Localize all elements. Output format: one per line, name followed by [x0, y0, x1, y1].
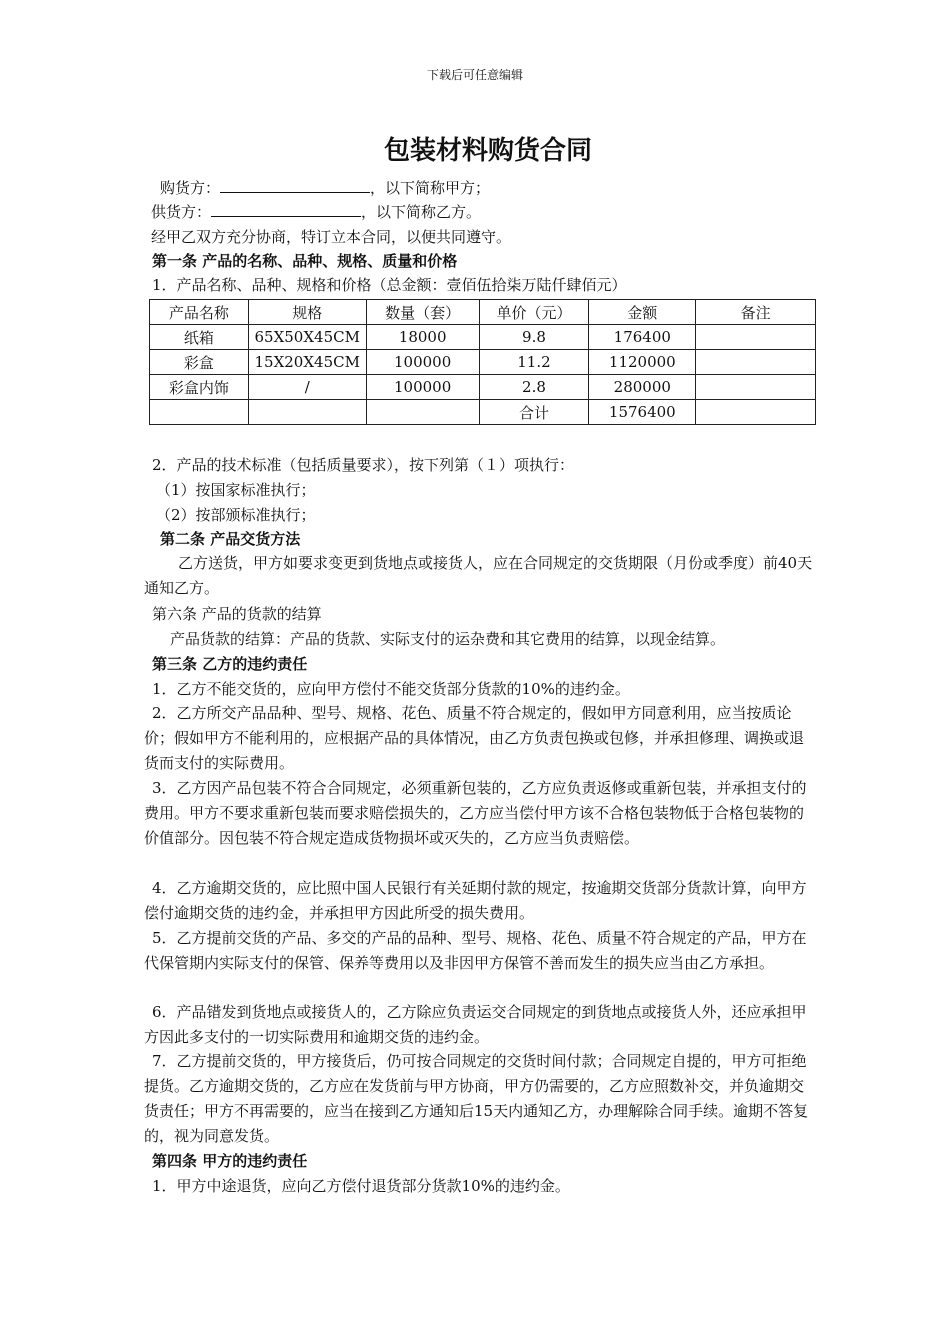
table-cell: 11.2 — [479, 350, 589, 375]
table-cell: 15X20X45CM — [248, 350, 366, 375]
table-header-cell: 金额 — [589, 300, 696, 325]
table-cell: 纸箱 — [150, 325, 249, 350]
table-cell: 合计 — [479, 400, 589, 425]
article3-item: 4．乙方逾期交货的，应比照中国人民银行有关延期付款的规定，按逾期交货部分货款计算，向甲方偿付逾期交货的违约金，并承担甲方因此所受的损失费用。 — [144, 879, 807, 922]
table-cell: 176400 — [589, 325, 696, 350]
article2-heading: 第二条 产品交货方法 — [160, 530, 301, 548]
table-cell: 100000 — [366, 375, 479, 400]
table-header-cell: 数量（套） — [366, 300, 479, 325]
buyer-line — [160, 176, 490, 200]
table-row — [150, 325, 816, 350]
table-cell: 彩盒内饰 — [150, 375, 249, 400]
table-cell — [366, 400, 479, 425]
article1-item2: 2．产品的技术标准（包括质量要求），按下列第（１）项执行： — [152, 456, 575, 474]
table-cell — [248, 400, 366, 425]
table-header-cell: 备注 — [696, 300, 816, 325]
article3-item: 7．乙方提前交货的，甲方接货后，仍可按合同规定的交货时间付款；合同规定自提的，甲方可拒绝提货。乙方逾期交货的，乙方应在发货前与甲方协商，甲方仍需要的，乙方应照数补交，并负逾期交货责任；甲方不再需要的，应当在接到乙方通知后15天内通知乙方，办理解除合同手续。逾期不答复的，视为同意发货。 — [144, 1052, 809, 1145]
table-cell — [150, 400, 249, 425]
table-cell: 65X50X45CM — [248, 325, 366, 350]
buyer-suffix: ，以下简称甲方； — [370, 179, 491, 197]
table-cell — [696, 325, 816, 350]
table-cell: 280000 — [589, 375, 696, 400]
article4-item: 1．甲方中途退货，应向乙方偿付退货部分货款10%的违约金。 — [152, 1177, 570, 1195]
table-cell: 1576400 — [589, 400, 696, 425]
supplier-blank[interactable] — [211, 202, 361, 217]
header-note: 下载后可任意编辑 — [426, 68, 523, 82]
standard-option-1: （1）按国家标准执行； — [156, 481, 316, 499]
article2-body: 乙方送货，甲方如要求变更到货地点或接货人，应在合同规定的交货期限（月份或季度）前40天通知乙方。 — [144, 554, 813, 597]
article6-body: 产品货款的结算：产品的货款、实际支付的运杂费和其它费用的结算，以现金结算。 — [170, 630, 726, 648]
table-cell: 100000 — [366, 350, 479, 375]
table-cell: 彩盒 — [150, 350, 249, 375]
page-title: 包装材料购货合同 — [383, 136, 592, 166]
article1-item1: 1．产品名称、品种、规格和价格（总金额：壹佰伍拾柒万陆仟肆佰元） — [152, 276, 627, 294]
table-row — [150, 350, 816, 375]
table-header-cell: 规格 — [248, 300, 366, 325]
buyer-blank[interactable] — [220, 178, 370, 193]
table-cell: 18000 — [366, 325, 479, 350]
table-header-row — [150, 300, 816, 325]
standard-option-2: （2）按部颁标准执行； — [156, 506, 316, 524]
article4-heading: 第四条 甲方的违约责任 — [152, 1152, 308, 1170]
article1-heading: 第一条 产品的名称、品种、规格、质量和价格 — [152, 252, 458, 270]
table-header-cell: 单价（元） — [479, 300, 589, 325]
table-cell: 2.8 — [479, 375, 589, 400]
article3-item: 3．乙方因产品包装不符合合同规定，必须重新包装的，乙方应负责返修或重新包装，并承担支付的费用。甲方不要求重新包装而要求赔偿损失的，乙方应当偿付甲方该不合格包装物低于合格包装物的价值部分。因包装不符合规定造成货物损坏或灭失的，乙方应当负责赔偿。 — [144, 779, 807, 847]
table-cell — [696, 400, 816, 425]
article3-heading: 第三条 乙方的违约责任 — [152, 655, 308, 673]
table-cell — [696, 375, 816, 400]
article3-item: 2．乙方所交产品品种、型号、规格、花色、质量不符合规定的，假如甲方同意利用，应当按质论价；假如甲方不能利用的，应根据产品的具体情况，由乙方负责包换或包修，并承担修理、调换或退货而支付的实际费用。 — [144, 704, 805, 772]
article6-heading: 第六条 产品的货款的结算 — [152, 605, 322, 623]
article3-item: 6．产品错发到货地点或接货人的，乙方除应负责运交合同规定的到货地点或接货人外，还应承担甲方因此多支付的一切实际费用和逾期交货的违约金。 — [144, 1003, 807, 1046]
table-total-row — [150, 400, 816, 425]
table-cell: / — [248, 375, 366, 400]
table-cell — [696, 350, 816, 375]
table-header-cell: 产品名称 — [150, 300, 249, 325]
product-table — [149, 299, 816, 425]
article3-item: 1．乙方不能交货的，应向甲方偿付不能交货部分货款的10%的违约金。 — [152, 680, 630, 698]
intro-text: 经甲乙双方充分协商，特订立本合同，以便共同遵守。 — [151, 228, 512, 246]
table-row — [150, 375, 816, 400]
buyer-label: 购货方： — [160, 179, 221, 197]
supplier-line — [151, 200, 481, 224]
table-cell: 1120000 — [589, 350, 696, 375]
table-cell: 9.8 — [479, 325, 589, 350]
supplier-suffix: ，以下简称乙方。 — [361, 203, 482, 221]
supplier-label: 供货方： — [151, 203, 212, 221]
article3-item: 5．乙方提前交货的产品、多交的产品的品种、型号、规格、花色、质量不符合规定的产品，甲方在代保管期内实际支付的保管、保养等费用以及非因甲方保管不善而发生的损失应当由乙方承担。 — [144, 929, 807, 972]
